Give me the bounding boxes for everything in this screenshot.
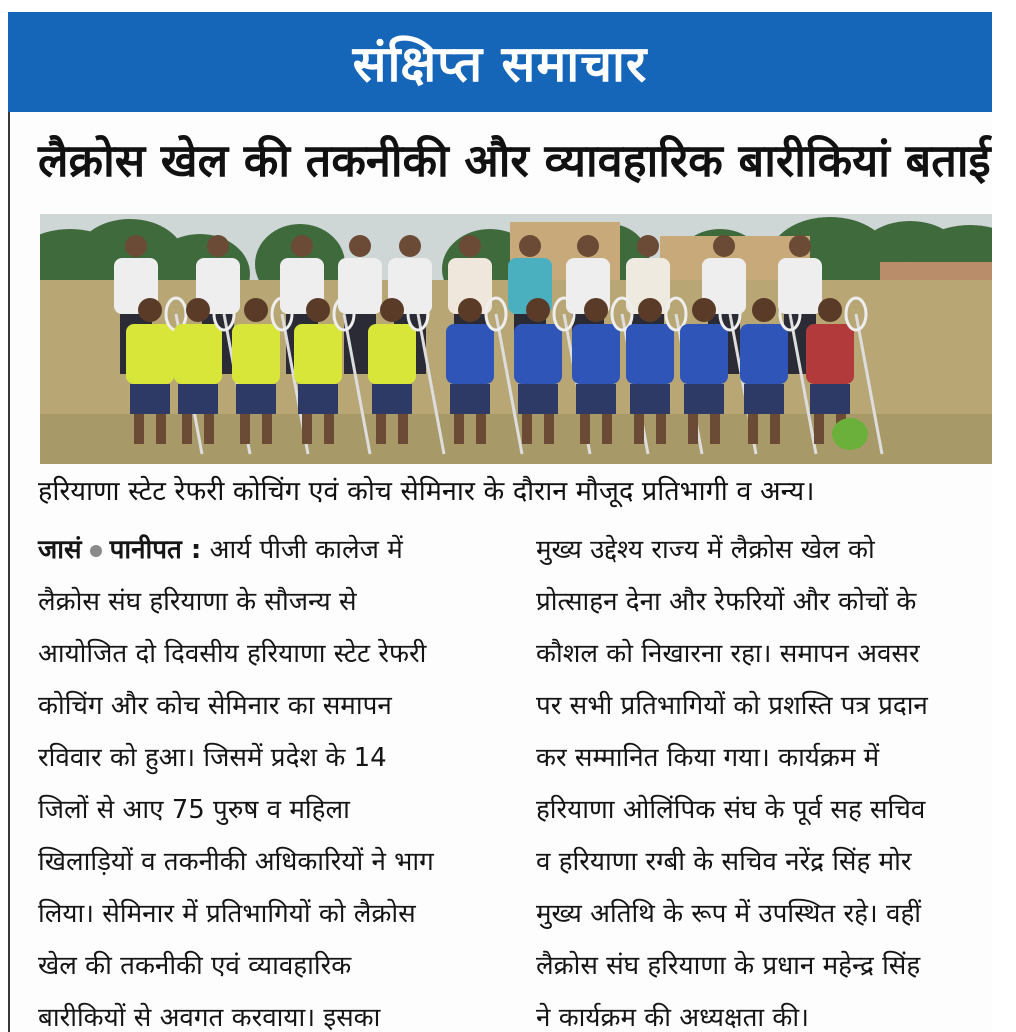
player-jersey: [368, 324, 416, 384]
player-head: [692, 298, 716, 322]
player-shorts: [810, 384, 850, 414]
column-rule: [8, 112, 10, 1032]
body-line: मुख्य अतिथि के रूप में उपस्थित रहे। वहीं: [536, 899, 922, 929]
player-leg: [476, 414, 486, 444]
group-photo: [40, 214, 992, 464]
player-shorts: [576, 384, 616, 414]
person-head: [349, 235, 371, 257]
article-column-right: [536, 524, 992, 1032]
body-line: खिलाड़ियों व तकनीकी अधिकारियों ने भाग: [38, 847, 434, 877]
player-leg: [156, 414, 166, 444]
body-line: जिलों से आए 75 पुरुष व महिला: [38, 795, 350, 825]
bullet-dot-icon: [90, 545, 102, 557]
person-head: [207, 235, 229, 257]
photo-caption: हरियाणा स्टेट रेफरी कोचिंग एवं कोच सेमिनार के दौरान मौजूद प्रतिभागी व अन्य।: [38, 476, 815, 507]
player-jersey: [626, 324, 674, 384]
person-head: [637, 235, 659, 257]
player-leg: [182, 414, 192, 444]
player-leg: [770, 414, 780, 444]
body-line: कोचिंग और कोच सेमिनार का समापन: [38, 691, 392, 721]
player-jersey: [806, 324, 854, 384]
player-jersey: [740, 324, 788, 384]
body-line: व हरियाणा रग्बी के सचिव नरेंद्र सिंह मोर: [536, 847, 912, 877]
person-head: [125, 235, 147, 257]
person-head: [291, 235, 313, 257]
player-jersey: [232, 324, 280, 384]
body-line: लिया। सेमिनार में प्रतिभागियों को लैक्रोस: [38, 899, 416, 929]
player-leg: [134, 414, 144, 444]
person-head: [577, 235, 599, 257]
body-line: मुख्य उद्देश्य राज्य में लैक्रोस खेल को: [536, 535, 875, 565]
player-shorts: [744, 384, 784, 414]
section-banner: [8, 12, 992, 112]
player-jersey: [294, 324, 342, 384]
player-leg: [544, 414, 554, 444]
player-head: [186, 298, 210, 322]
player-shorts: [450, 384, 490, 414]
player-leg: [656, 414, 666, 444]
body-line: खेल की तकनीकी एवं व्यावहारिक: [38, 951, 352, 981]
player-leg: [262, 414, 272, 444]
player-shorts: [178, 384, 218, 414]
player-leg: [240, 414, 250, 444]
article-column-left: [38, 524, 508, 1032]
player-shorts: [236, 384, 276, 414]
body-line: कर सम्मानित किया गया। कार्यक्रम में: [536, 743, 880, 773]
player-jersey: [680, 324, 728, 384]
body-line: बारीकियों से अवगत करवाया। इसका: [38, 1003, 381, 1032]
body-line: [38, 524, 508, 576]
player-leg: [204, 414, 214, 444]
body-line: रविवार को हुआ। जिसमें प्रदेश के 14: [38, 743, 387, 773]
player-shorts: [298, 384, 338, 414]
player-head: [818, 298, 842, 322]
body-line-text: आर्य पीजी कालेज में: [209, 535, 403, 565]
player-head: [306, 298, 330, 322]
person-head: [789, 235, 811, 257]
body-line: पर सभी प्रतिभागियों को प्रशस्ति पत्र प्रदान: [536, 691, 928, 721]
player-head: [526, 298, 550, 322]
dateline-source: जासं: [38, 535, 82, 565]
player-shorts: [684, 384, 724, 414]
news-clipping: [8, 12, 992, 1032]
body-line: हरियाणा ओलिंपिक संघ के पूर्व सह सचिव: [536, 795, 926, 825]
player-leg: [688, 414, 698, 444]
dateline-place: पानीपत :: [109, 535, 202, 565]
player-head: [458, 298, 482, 322]
player-leg: [602, 414, 612, 444]
player-leg: [324, 414, 334, 444]
article-headline: लैक्रोस खेल की तकनीकी और व्यावहारिक बारीकियां बताई: [38, 134, 991, 187]
player-shorts: [630, 384, 670, 414]
player-leg: [710, 414, 720, 444]
player-leg: [302, 414, 312, 444]
player-leg: [580, 414, 590, 444]
player-jersey: [572, 324, 620, 384]
player-jersey: [514, 324, 562, 384]
player-head: [138, 298, 162, 322]
player-jersey: [174, 324, 222, 384]
body-line: कौशल को निखारना रहा। समापन अवसर: [536, 639, 920, 669]
section-title: संक्षिप्त समाचार: [352, 35, 648, 93]
player-leg: [522, 414, 532, 444]
body-line: लैक्रोस संघ हरियाणा के सौजन्य से: [38, 587, 357, 617]
player-shorts: [130, 384, 170, 414]
player-head: [244, 298, 268, 322]
player-jersey: [446, 324, 494, 384]
player-shorts: [372, 384, 412, 414]
player-head: [638, 298, 662, 322]
player-leg: [748, 414, 758, 444]
lacrosse-helmet: [832, 418, 868, 450]
player-shorts: [518, 384, 558, 414]
player-head: [380, 298, 404, 322]
player-head: [584, 298, 608, 322]
person-head: [519, 235, 541, 257]
player-leg: [634, 414, 644, 444]
person-shirt: [338, 258, 382, 314]
person-head: [399, 235, 421, 257]
body-line: आयोजित दो दिवसीय हरियाणा स्टेट रेफरी: [38, 639, 427, 669]
player-leg: [454, 414, 464, 444]
body-line: प्रोत्साहन देना और रेफरियों और कोचों के: [536, 587, 917, 617]
article-photo: [40, 214, 992, 464]
player-leg: [814, 414, 824, 444]
person-head: [713, 235, 735, 257]
player-jersey: [126, 324, 174, 384]
player-head: [752, 298, 776, 322]
player-leg: [376, 414, 386, 444]
body-line: लैक्रोस संघ हरियाणा के प्रधान महेन्द्र सिंह: [536, 951, 921, 981]
body-line: ने कार्यक्रम की अध्यक्षता की।: [536, 1003, 809, 1032]
person-head: [459, 235, 481, 257]
player-leg: [398, 414, 408, 444]
